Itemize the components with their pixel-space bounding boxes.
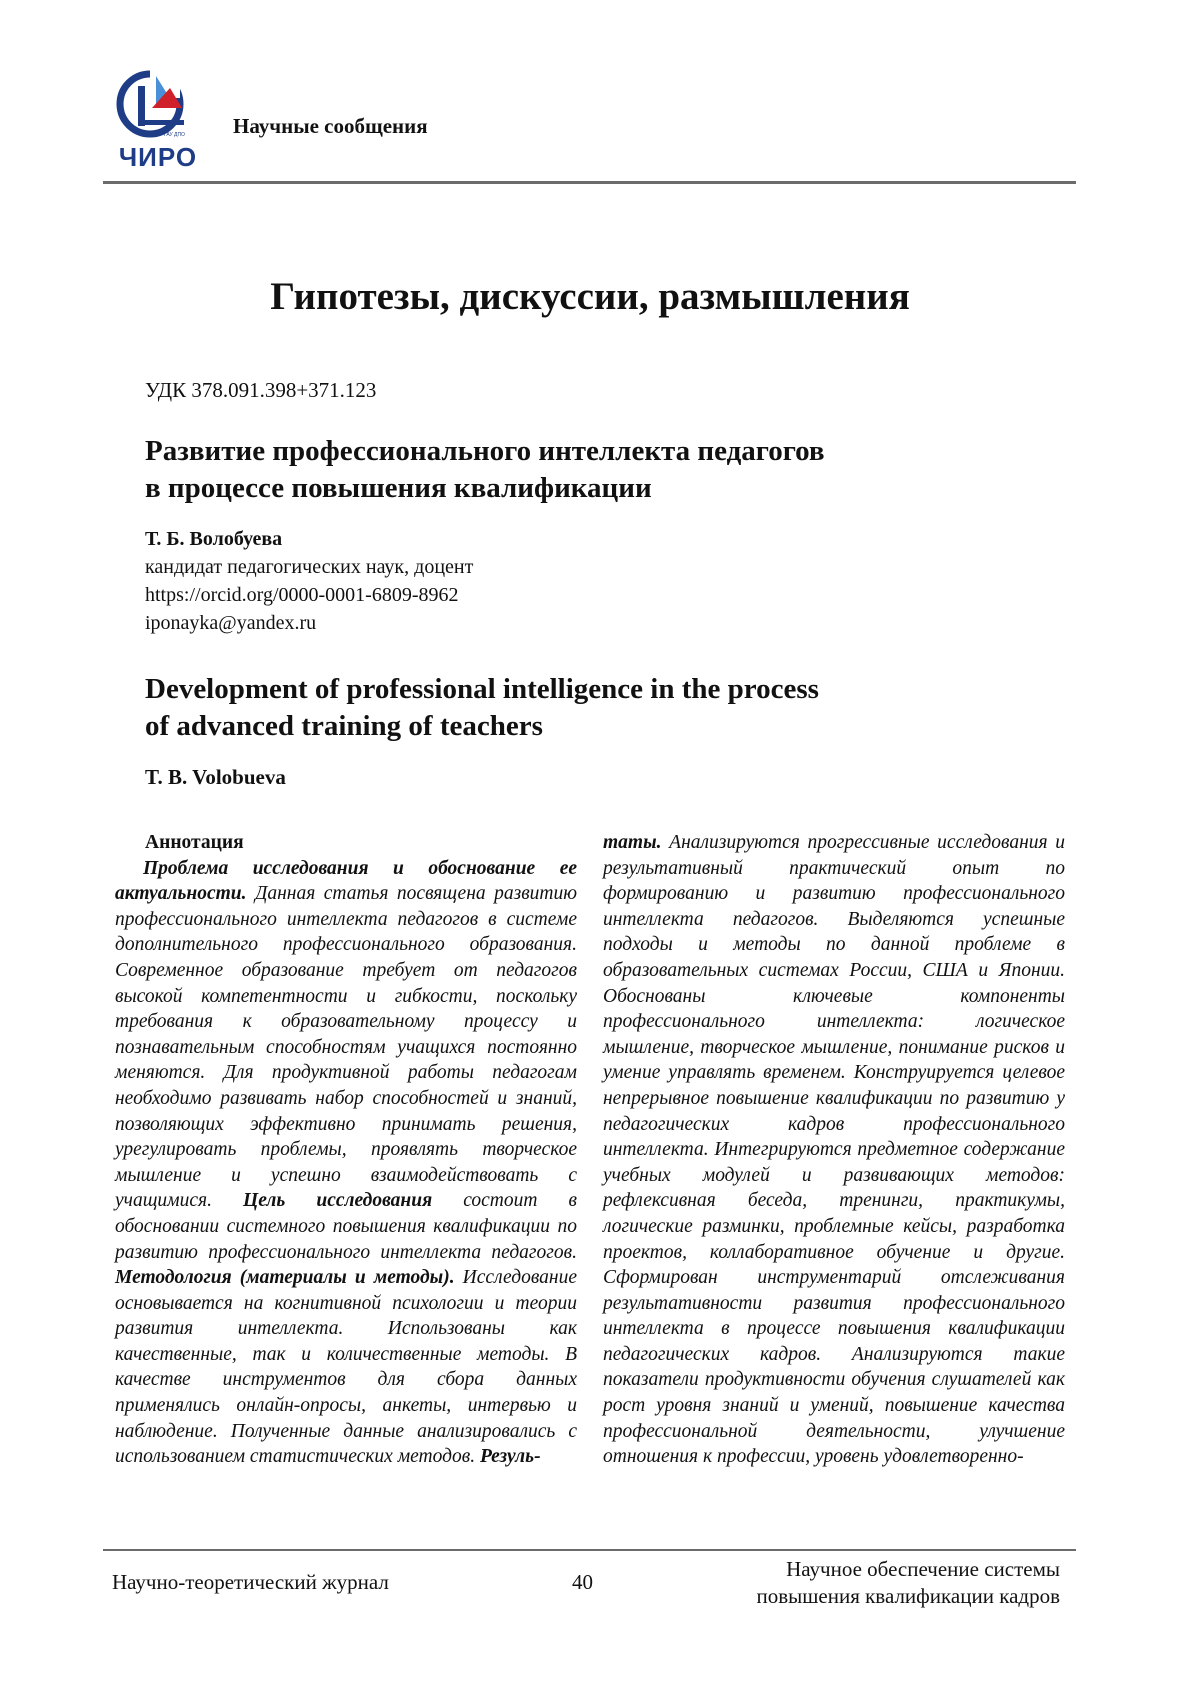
footer-journal-name	[640, 1556, 1060, 1610]
abstract-column-left	[115, 830, 577, 1470]
header-divider	[103, 181, 1076, 184]
author-degree: кандидат педагогических наук, доцент	[145, 556, 473, 579]
logo-small-text: ГАУ ДПО	[164, 132, 185, 138]
abstract-heading: Аннотация	[145, 830, 577, 856]
author-name-en: T. B. Volobueva	[145, 765, 286, 790]
method-text: Исследование основывается на когнитивной психологии и теории развития интеллекта. Использованы как качественные, так и количественные методы. В качестве инструментов для сбора данных применялись онлайн-опросы, анкеты, интервью и наблюдение. Полученные данные анализировались с использованием статистических методов.	[115, 1267, 577, 1467]
author-name: Т. Б. Волобуева	[145, 528, 282, 551]
footer-divider	[103, 1549, 1076, 1551]
abstract-paragraph	[115, 856, 577, 1470]
problem-text: Данная статья посвящена развитию профессионального интеллекта педагогов в системе дополнительного профессионального образования. Современное образование требует от педагогов высокой компетентности и гибкости, поскольку требования к образовательному процессу и познавательным способностям учащихся постоянно меняются. Для продуктивной работы педагогам необходимо развивать набор способностей и знаний, позволяющих эффективно принимать решения, урегулировать проблемы, проявлять творческое мышление и успешно взаимодействовать с учащимися.	[115, 883, 577, 1211]
logo-wordmark: ЧИРО	[112, 142, 204, 173]
footer-journal-type: Научно-теоретический журнал	[112, 1570, 389, 1595]
results-text: Анализируются прогрессивные исследования и результативный практический опыт по формированию и развитию профессионального интеллекта педагогов. Выделяются успешные подходы и методы по данной проблеме в образовательных системах России, США и Японии. Обоснованы ключевые компоненты профессионального интеллекта: логическое мышление, творческое мышление, понимание рисков и умение управлять временем. Конструируется целевое непрерывное повышение квалификации по развитию у педагогических кадров профессионального интеллекта. Интегрируются предметное содержание учебных модулей и развивающих методов: рефлексивная беседа, тренинги, практикумы, логические разминки, проблемные кейсы, разработка проектов, коллаборативное обучение и другие. Сформирован инструментарий отслеживания результативности развития профессионального интеллекта в процессе повышения квалификации педагогических кадров. Анализируются такие показатели продуктивности обучения слушателей как рост уровня знаний и умений, повышение качества профессиональной деятельности, улучшение отношения к профессии, уровень удовлетворенно-	[603, 832, 1065, 1467]
abstract-paragraph-continued	[603, 830, 1065, 1470]
author-email[interactable]: iponayka@yandex.ru	[145, 612, 316, 635]
abstract-column-right	[603, 830, 1065, 1470]
logo-base-line	[138, 120, 184, 125]
udk-code: УДК 378.091.398+371.123	[145, 378, 376, 403]
article-title-ru-line1: Развитие профессионального интеллекта педагогов	[145, 433, 825, 470]
results-lead-part2: таты.	[603, 832, 662, 853]
method-lead: Методология (материалы и методы).	[115, 1267, 455, 1288]
problem-lead: Проблема исследования и обоснование ее актуальности.	[115, 858, 577, 905]
rubric-heading: Гипотезы, дискуссии, размышления	[0, 274, 1180, 319]
author-orcid[interactable]: https://orcid.org/0000-0001-6809-8962	[145, 584, 459, 607]
article-title-ru-line2: в процессе повышения квалификации	[145, 470, 652, 507]
results-lead-part1: Резуль-	[480, 1446, 541, 1467]
footer-journal-name-line1: Научное обеспечение системы	[640, 1556, 1060, 1583]
article-title-en-line1: Development of professional intelligence in the process	[145, 671, 819, 708]
article-title-en-line2: of advanced training of teachers	[145, 708, 543, 745]
section-name: Научные сообщения	[233, 114, 428, 139]
footer-journal-name-line2: повышения квалификации кадров	[640, 1583, 1060, 1610]
goal-text: состоит в обосновании системного повышения квалификации по развитию профессионального интеллекта педагогов.	[115, 1190, 577, 1262]
goal-lead: Цель исследования	[243, 1190, 432, 1211]
page-number: 40	[572, 1570, 593, 1595]
